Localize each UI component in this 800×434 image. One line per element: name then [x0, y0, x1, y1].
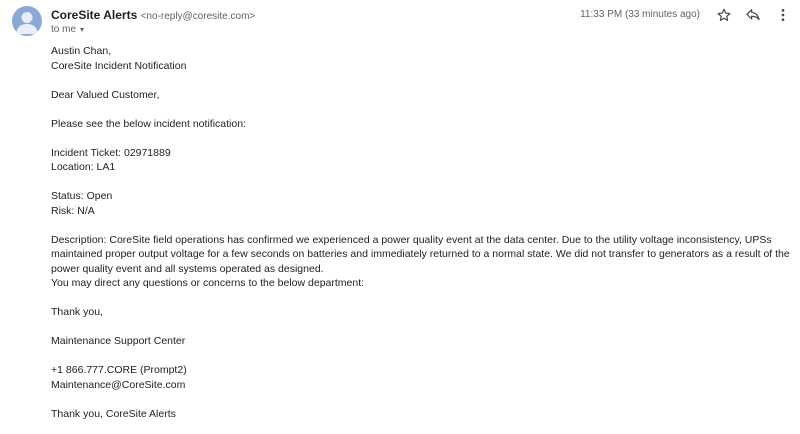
email-body — [51, 44, 791, 421]
incident-status: Status: Open — [51, 190, 113, 202]
recipient-dropdown[interactable] — [51, 24, 84, 35]
reply-button[interactable] — [742, 4, 764, 26]
star-icon — [716, 7, 732, 23]
intro-text: Please see the below incident notification: — [51, 117, 246, 130]
incident-ticket: Incident Ticket: 02971889 — [51, 146, 171, 159]
chevron-down-icon: ▾ — [80, 25, 85, 34]
incident-location: Location: LA1 — [51, 161, 116, 173]
greeting-name: Austin Chan, — [51, 45, 112, 57]
recipient-label: to me — [51, 24, 77, 35]
more-options-button[interactable] — [772, 4, 794, 26]
incident-risk: Risk: N/A — [51, 204, 95, 217]
sender-name[interactable]: CoreSite Alerts — [51, 8, 138, 22]
incident-description: Description: CoreSite field operations has confirmed we experienced a power quality event at the data center. Due to the utility voltage inconsistency, UPSs maintained proper output voltage for a few seconds on batteries and immediately returned to a normal state. We did not transfer to generators as a result of the power quality event and all systems operated as designed. — [51, 233, 790, 275]
sender-email: <no-reply@coresite.com> — [140, 11, 256, 22]
direct-questions: You may direct any questions or concerns to the below department: — [51, 277, 365, 289]
more-vert-icon — [775, 7, 791, 23]
salutation: Dear Valued Customer, — [51, 88, 160, 101]
department-name: Maintenance Support Center — [51, 335, 186, 347]
sender-line — [51, 8, 255, 22]
timestamp: 11:33 PM (33 minutes ago) — [580, 9, 700, 20]
contact-email[interactable]: Maintenance@CoreSite.com — [51, 378, 186, 391]
avatar-icon — [12, 6, 42, 36]
star-button[interactable] — [713, 4, 735, 26]
reply-icon — [745, 7, 761, 23]
greeting-title: CoreSite Incident Notification — [51, 59, 187, 72]
avatar[interactable] — [12, 6, 42, 36]
contact-phone: +1 866.777.CORE (Prompt2) — [51, 364, 187, 376]
signoff: Thank you, CoreSite Alerts — [51, 407, 176, 420]
thanks-text: Thank you, — [51, 306, 103, 318]
